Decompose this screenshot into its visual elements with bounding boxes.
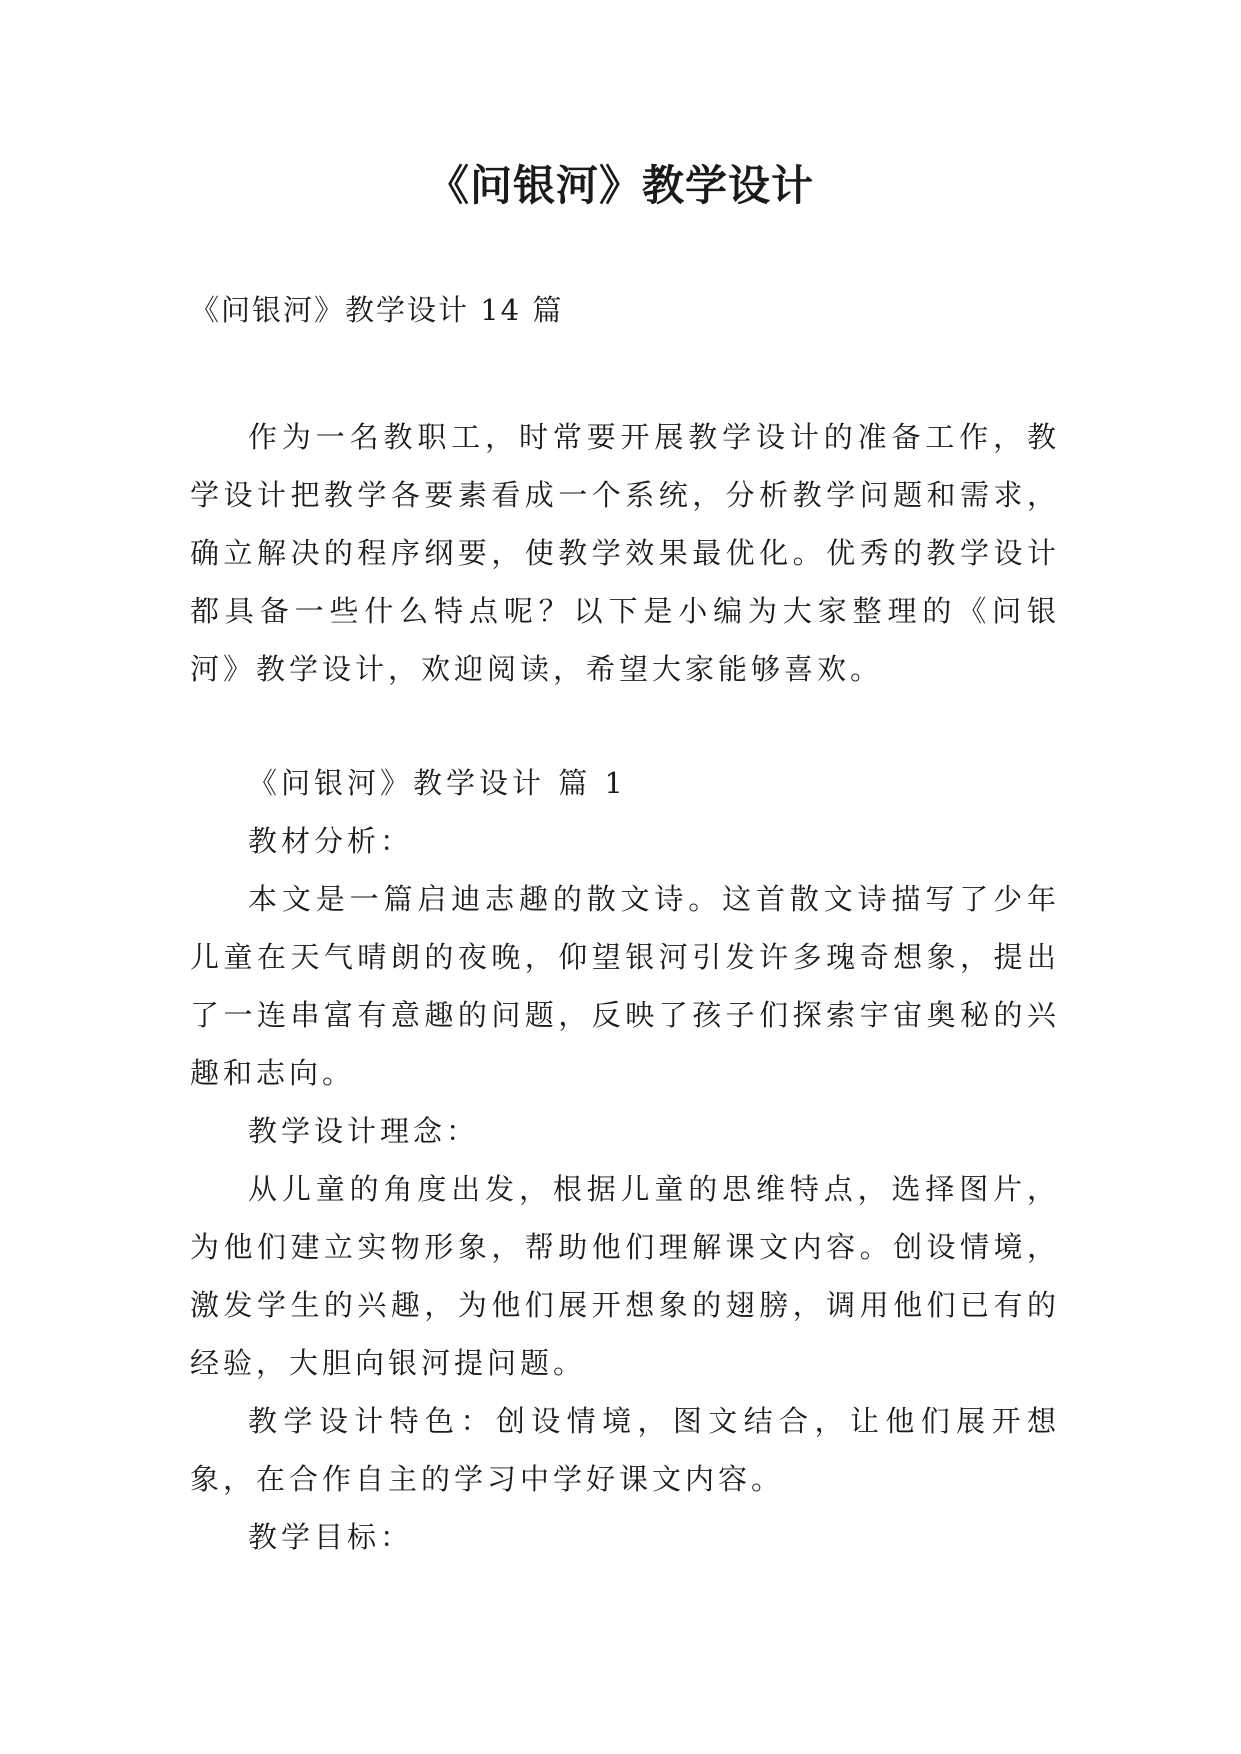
teaching-goals-heading: 教学目标： [248, 1520, 414, 1554]
document-title: 《问银河》教学设计 [426, 161, 814, 210]
textbook-analysis-heading: 教材分析： [248, 824, 414, 858]
textbook-analysis-text: 本文是一篇启迪志趣的散文诗。这首散文诗描写了少年儿童在天气晴朗的夜晚，仰望银河引发许多瑰奇想象，提出了一连串富有意趣的问题，反映了孩子们探索宇宙奥秘的兴趣和志向。 [190, 882, 1060, 1090]
design-features-text: 教学设计特色：创设情境，图文结合，让他们展开想象，在合作自主的学习中学好课文内容。 [190, 1404, 1060, 1496]
design-concept-heading: 教学设计理念： [248, 1114, 480, 1148]
intro-block [190, 408, 1060, 698]
design-concept-text: 从儿童的角度出发，根据儿童的思维特点，选择图片，为他们建立实物形象，帮助他们理解课文内容。创设情境，激发学生的兴趣，为他们展开想象的翅膀，调用他们已有的经验，大胆向银河提问题。 [190, 1172, 1060, 1380]
section-1 [190, 754, 1060, 1566]
document-subtitle: 《问银河》教学设计 14 篇 [190, 293, 564, 327]
section-heading: 《问银河》教学设计 篇 1 [248, 766, 627, 800]
intro-paragraph: 作为一名教职工，时常要开展教学设计的准备工作，教学设计把教学各要素看成一个系统，分析教学问题和需求，确立解决的程序纲要，使教学效果最优化。优秀的教学设计都具备一些什么特点呢？以下是小编为大家整理的《问银河》教学设计，欢迎阅读，希望大家能够喜欢。 [190, 420, 1060, 686]
